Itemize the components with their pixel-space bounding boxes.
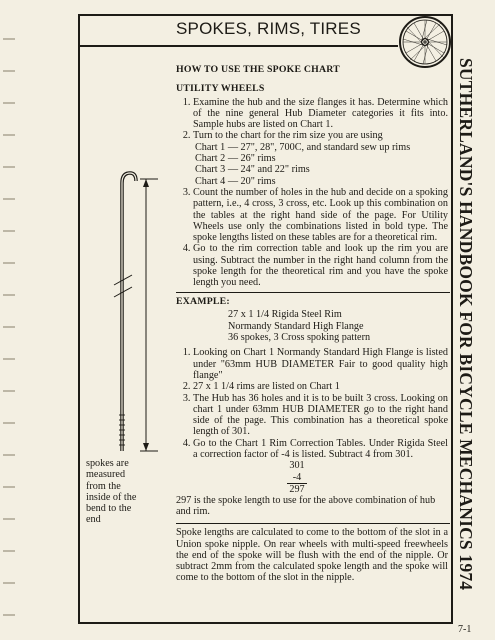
heading-utility-wheels: UTILITY WHEELS xyxy=(176,83,265,95)
heading-how-to: HOW TO USE THE SPOKE CHART xyxy=(176,64,340,75)
title-rule xyxy=(80,45,398,47)
example-line: 36 spokes, 3 Cross spoking pattern xyxy=(228,332,371,344)
divider xyxy=(176,523,450,525)
arith-result: 297 xyxy=(287,483,307,495)
chart-item: Chart 4 — 20" rims xyxy=(195,175,276,187)
step-3: 3. Count the number of holes in the hub and decide on a spoking pattern, i.e., 4 cross, 3 cross, etc. Look up this combination on the tables at the right hand side of the page. For Utility Wheels use only the combinations listed in bold type. The spoke lengths listed on these tables are for a theoretical rim. xyxy=(193,187,448,243)
spoke-length-note: Spoke lengths are calculated to come to the bottom of the slot in a Union spoke nipple. On rear wheels with multi-speed freewheels the end of the spoke will be flush with the end of the nipple. Or subtract 2mm from the calculated spoke length and the spoke will come to the bottom of the slot in the nipple. xyxy=(176,527,448,584)
example-step-1: 1. Looking on Chart 1 Normandy Standard High Flange is listed under "63mm HUB DIAMETER Fair to good quality high flange" xyxy=(193,347,448,381)
bicycle-wheel-icon xyxy=(397,14,453,70)
binding-holes xyxy=(3,0,15,640)
page-number: 7-1 xyxy=(458,624,472,635)
divider xyxy=(176,292,450,294)
example-spec xyxy=(228,309,448,343)
step-1: 1. Examine the hub and the size flanges it has. Determine which of the nine general Hub Diameter categories it fits into. Sample hubs are listed on Chart 1. xyxy=(193,97,448,131)
example-steps xyxy=(176,347,448,460)
example-line: Normandy Standard High Flange xyxy=(228,320,364,332)
handbook-title-vertical: SUTHERLAND'S HANDBOOK FOR BICYCLE MECHANICS 1974 xyxy=(456,58,476,591)
example-line: 27 x 1 1/4 Rigida Steel Rim xyxy=(228,309,342,321)
arith-subtrahend: -4 xyxy=(292,471,302,483)
chart-item: Chart 3 — 24" and 22" rims xyxy=(195,164,310,176)
chart-item: Chart 1 — 27", 28", 700C, and standard sew up rims xyxy=(195,141,411,153)
example-step-2: 2. 27 x 1 1/4 rims are listed on Chart 1 xyxy=(193,381,448,392)
arith-minuend: 301 xyxy=(289,460,305,472)
step-2 xyxy=(193,130,448,186)
chart-item: Chart 2 — 26" rims xyxy=(195,153,276,165)
subtraction xyxy=(287,460,307,495)
step-4: 4. Go to the rim correction table and look up the rim you are using. Subtract the number in the right hand column from the spoke length for the theoretical rim and you have the spoke length you need. xyxy=(193,243,448,288)
chart-list xyxy=(195,142,448,187)
result-text: 297 is the spoke length to use for the above combination of hub and rim. xyxy=(176,495,436,518)
instructions xyxy=(176,64,448,584)
heading-example: EXAMPLE: xyxy=(176,296,230,308)
page-title: SPOKES, RIMS, TIRES xyxy=(176,19,361,38)
example-step-4: 4. Go to the Chart 1 Rim Correction Tables. Under Rigida Steel a correction factor of -4 is listed. Subtract 4 from 301. xyxy=(193,438,448,461)
example-step-3: 3. The Hub has 36 holes and it is to be built 3 cross. Looking on chart 1 under 63mm HUB DIAMETER go to the right hand side of the page. This combination has a theoretical spoke length of 301. xyxy=(193,393,448,438)
step-2-text: Turn to the chart for the rim size you are using xyxy=(193,130,383,142)
spoke-diagram xyxy=(92,165,162,455)
utility-steps xyxy=(176,97,448,289)
spoke-caption: spokes are measured from the inside of the bend to the end xyxy=(86,458,137,526)
